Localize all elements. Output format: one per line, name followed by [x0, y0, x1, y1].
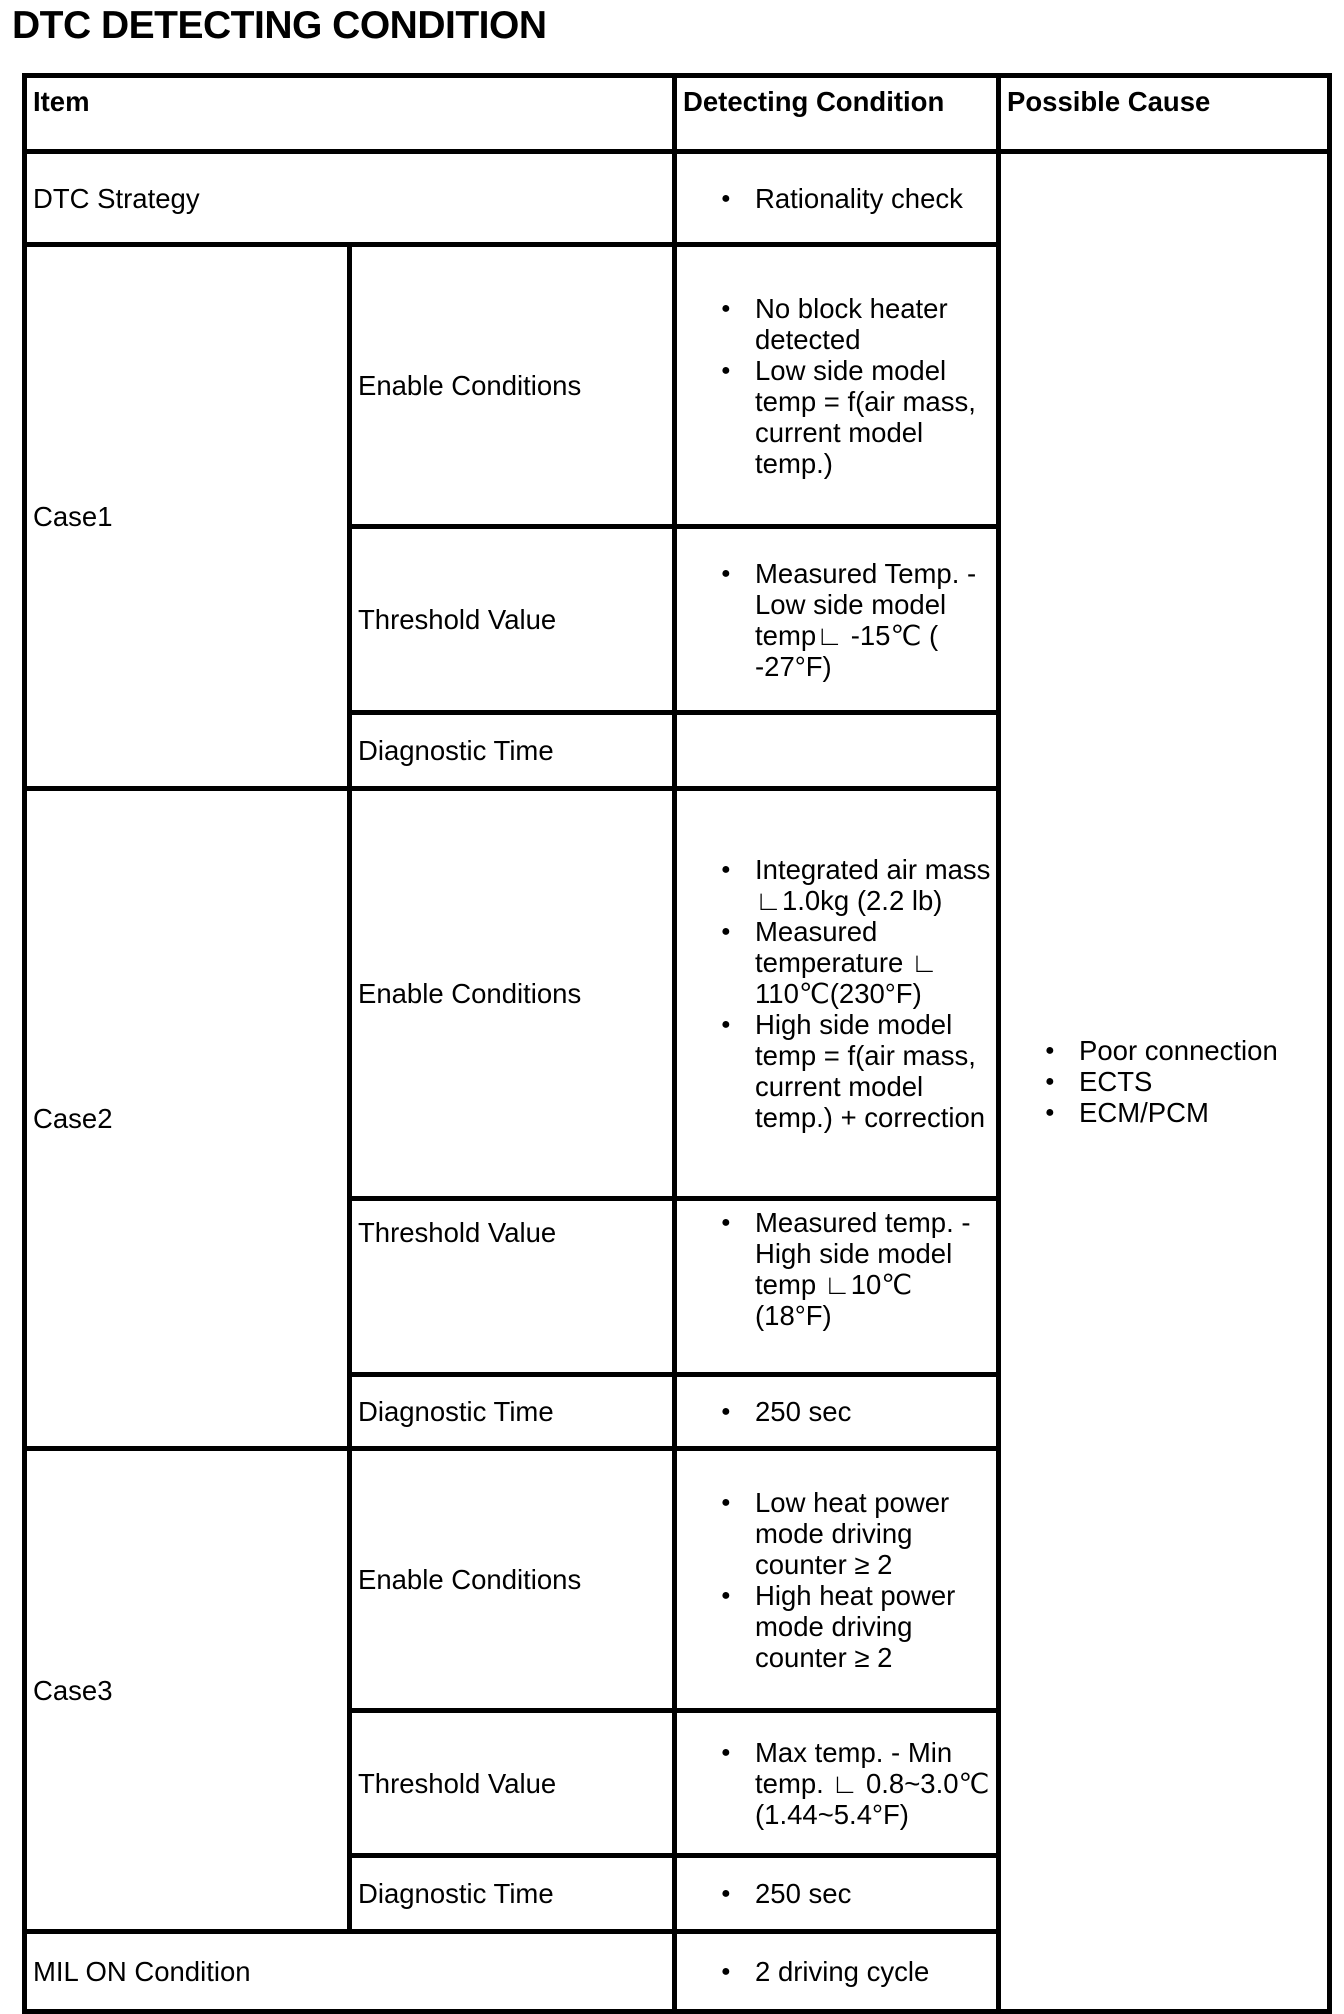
mil-on-condition-cell: [675, 1932, 999, 2012]
enable-conditions-cell: [675, 789, 999, 1199]
list-item: ● High heat power mode driving counter ≥ 2: [683, 1580, 996, 1673]
threshold-value-cell: [675, 527, 999, 713]
list-item: ● 250 sec: [683, 1396, 996, 1427]
case-label: Case2: [25, 789, 350, 1449]
diagnostic-time-cell: [675, 1375, 999, 1449]
diagnostic-time-label: Diagnostic Time: [350, 1856, 675, 1932]
list-item: ● Rationality check: [683, 183, 996, 214]
mil-on-condition-label: MIL ON Condition: [25, 1932, 675, 2012]
list-item: ● Low side model temp = f(air mass, current model temp.): [683, 355, 996, 479]
diagnostic-time-cell: [675, 713, 999, 789]
threshold-value-cell: [675, 1711, 999, 1856]
diagnostic-time-label: Diagnostic Time: [350, 713, 675, 789]
header-item: Item: [25, 76, 675, 152]
enable-conditions-cell: [675, 1449, 999, 1711]
cause-item: ● ECTS: [1007, 1066, 1327, 1097]
table-row: [25, 152, 1330, 245]
list-item: ● Integrated air mass ∟1.0kg (2.2 lb): [683, 854, 996, 916]
cause-item: ● ECM/PCM: [1007, 1097, 1327, 1128]
list-item: ● Measured Temp. - Low side model temp∟ -15℃ ( -27°F): [683, 558, 996, 682]
case-label: Case1: [25, 245, 350, 789]
header-detecting-condition: Detecting Condition: [675, 76, 999, 152]
list-item: ● High side model temp = f(air mass, current model temp.) + correction: [683, 1009, 996, 1133]
threshold-value-label: Threshold Value: [350, 1711, 675, 1856]
diagnostic-time-label: Diagnostic Time: [350, 1375, 675, 1449]
threshold-value-cell: [675, 1199, 999, 1375]
dtc-condition-table: [22, 73, 1332, 2014]
list-item: ● Low heat power mode driving counter ≥ 2: [683, 1487, 996, 1580]
dtc-strategy-label: DTC Strategy: [25, 152, 675, 245]
dtc-strategy-condition: [675, 152, 999, 245]
header-possible-cause: Possible Cause: [999, 76, 1330, 152]
list-item: ● Max temp. - Min temp. ∟ 0.8~3.0℃ (1.44~5.4°F): [683, 1737, 996, 1830]
list-item: ● Measured temperature ∟ 110℃(230°F): [683, 916, 996, 1009]
list-item: ● 2 driving cycle: [683, 1956, 996, 1987]
list-item: ● Measured temp. - High side model temp ∟10℃ (18°F): [683, 1207, 996, 1331]
enable-conditions-label: Enable Conditions: [350, 245, 675, 527]
threshold-value-label: Threshold Value: [350, 1199, 675, 1375]
diagnostic-time-cell: [675, 1856, 999, 1932]
case-label: Case3: [25, 1449, 350, 1932]
enable-conditions-label: Enable Conditions: [350, 1449, 675, 1711]
enable-conditions-label: Enable Conditions: [350, 789, 675, 1199]
enable-conditions-cell: [675, 245, 999, 527]
header-row: [25, 76, 1330, 152]
threshold-value-label: Threshold Value: [350, 527, 675, 713]
cause-item: ● Poor connection: [1007, 1035, 1327, 1066]
page-title: DTC DETECTING CONDITION: [12, 4, 547, 47]
list-item: ● 250 sec: [683, 1878, 996, 1909]
possible-cause-cell: [999, 152, 1330, 2012]
list-item: ● No block heater detected: [683, 293, 996, 355]
